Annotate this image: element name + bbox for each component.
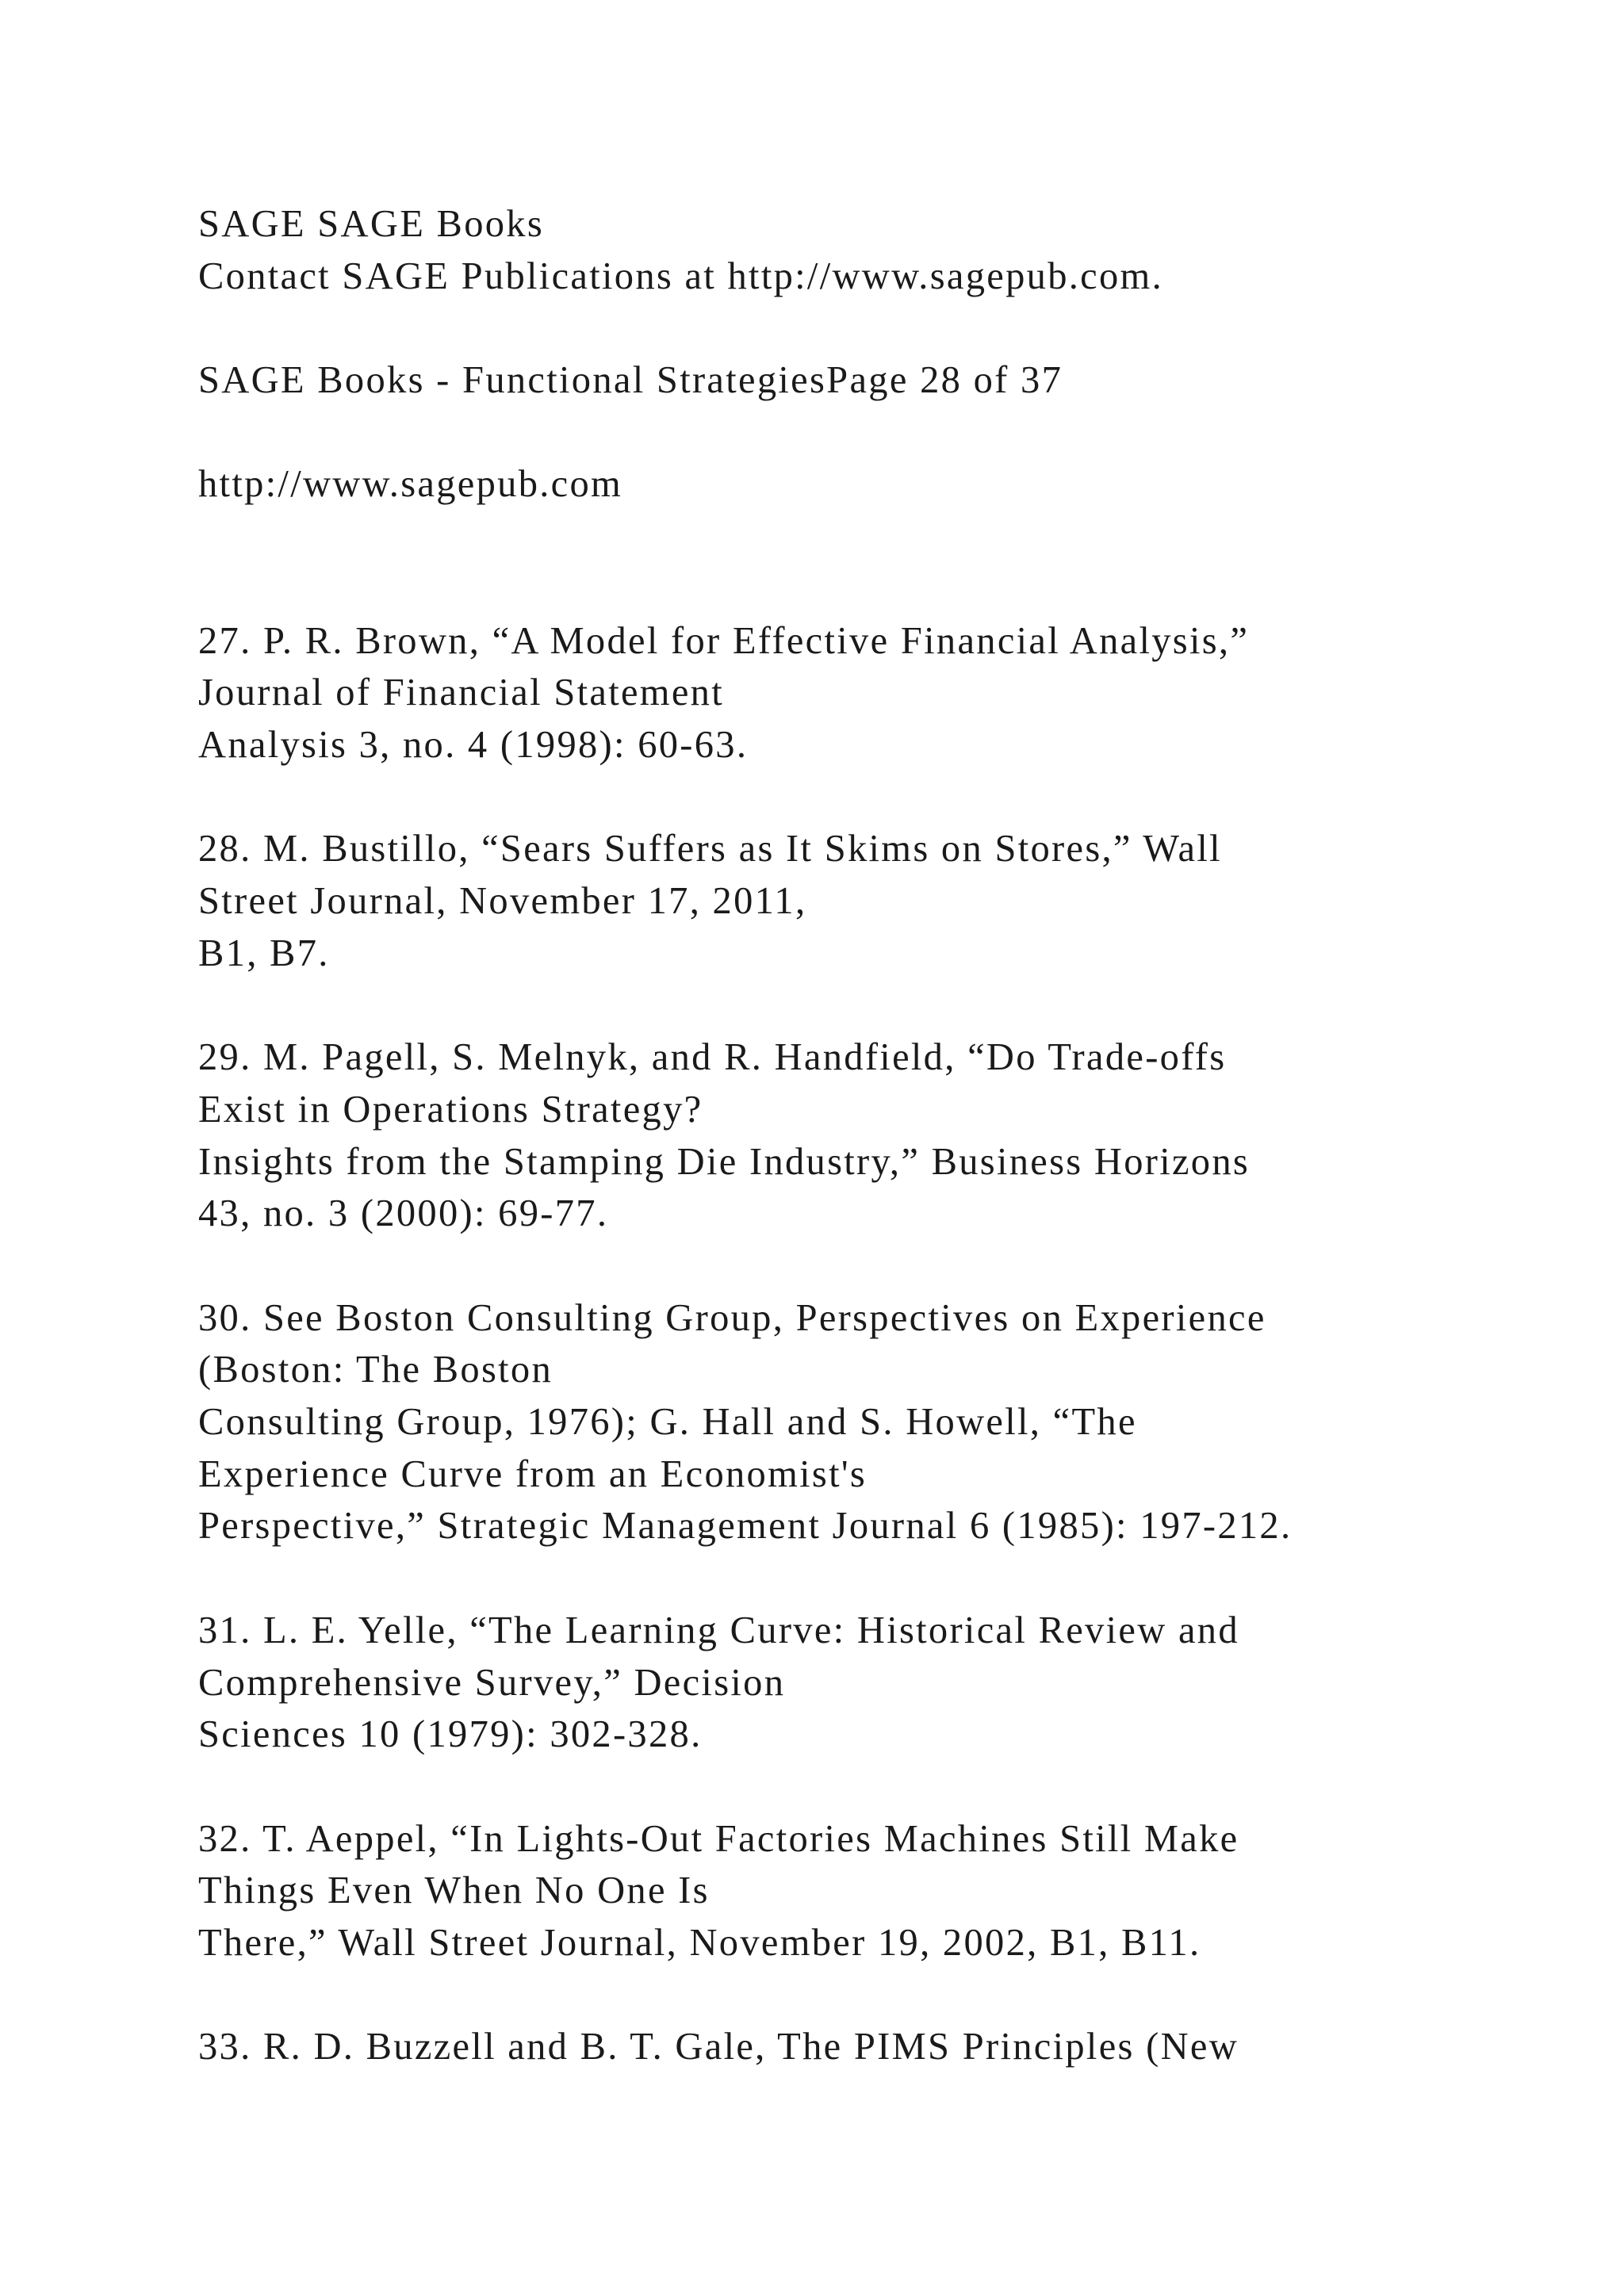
document-page (198, 198, 1594, 2073)
reference-line: 29. M. Pagell, S. Melnyk, and R. Handfield, “Do Trade-offs (198, 1036, 1227, 1079)
reference-line: Things Even When No One Is (198, 1869, 710, 1912)
reference-line: Comprehensive Survey,” Decision (198, 1661, 786, 1704)
contact-line: Contact SAGE Publications at http://www.sagepub.com. (198, 254, 1164, 297)
reference-line: Experience Curve from an Economist's (198, 1452, 868, 1495)
reference-29 (198, 1031, 1594, 1240)
reference-27 (198, 615, 1594, 771)
reference-line: 32. T. Aeppel, “In Lights-Out Factories Machines Still Make (198, 1817, 1239, 1860)
reference-line: B1, B7. (198, 932, 330, 974)
reference-line: 27. P. R. Brown, “A Model for Effective Financial Analysis,” (198, 619, 1250, 662)
spacer (198, 1552, 1594, 1605)
reference-line: 31. L. E. Yelle, “The Learning Curve: Historical Review and (198, 1609, 1239, 1651)
reference-line: There,” Wall Street Journal, November 19, 2002, B1, B11. (198, 1922, 1201, 1965)
reference-line: 33. R. D. Buzzell and B. T. Gale, The PIMS Principles (New (198, 2026, 1239, 2068)
reference-line: Sciences 10 (1979): 302-328. (198, 1713, 703, 1756)
reference-line: Analysis 3, no. 4 (1998): 60-63. (198, 723, 749, 766)
spacer (198, 302, 1594, 354)
spacer (198, 1761, 1594, 1813)
publisher-line: SAGE SAGE Books (198, 203, 545, 245)
page-info: SAGE Books - Functional StrategiesPage 28 of 37 (198, 359, 1063, 402)
reference-line: 43, no. 3 (2000): 69-77. (198, 1192, 609, 1235)
spacer (198, 1240, 1594, 1292)
reference-line: (Boston: The Boston (198, 1349, 553, 1391)
reference-line: Street Journal, November 17, 2011, (198, 880, 807, 923)
reference-33 (198, 2021, 1594, 2073)
reference-line: 30. See Boston Consulting Group, Perspectives on Experience (198, 1296, 1266, 1339)
spacer (198, 771, 1594, 824)
spacer (198, 407, 1594, 459)
reference-line: Consulting Group, 1976); G. Hall and S. Howell, “The (198, 1401, 1137, 1444)
reference-line: Perspective,” Strategic Management Journal 6 (1985): 197-212. (198, 1505, 1293, 1548)
reference-line: Insights from the Stamping Die Industry,” Business Horizons (198, 1140, 1251, 1183)
reference-line: Exist in Operations Strategy? (198, 1088, 703, 1131)
spacer (198, 1969, 1594, 2022)
reference-32 (198, 1813, 1594, 1969)
reference-31 (198, 1605, 1594, 1761)
reference-line: 28. M. Bustillo, “Sears Suffers as It Skims on Stores,” Wall (198, 828, 1222, 871)
reference-28 (198, 823, 1594, 979)
spacer (198, 563, 1594, 615)
reference-30 (198, 1292, 1594, 1553)
spacer (198, 979, 1594, 1031)
reference-line: Journal of Financial Statement (198, 672, 724, 714)
site-url: http://www.sagepub.com (198, 463, 623, 506)
spacer (198, 511, 1594, 563)
